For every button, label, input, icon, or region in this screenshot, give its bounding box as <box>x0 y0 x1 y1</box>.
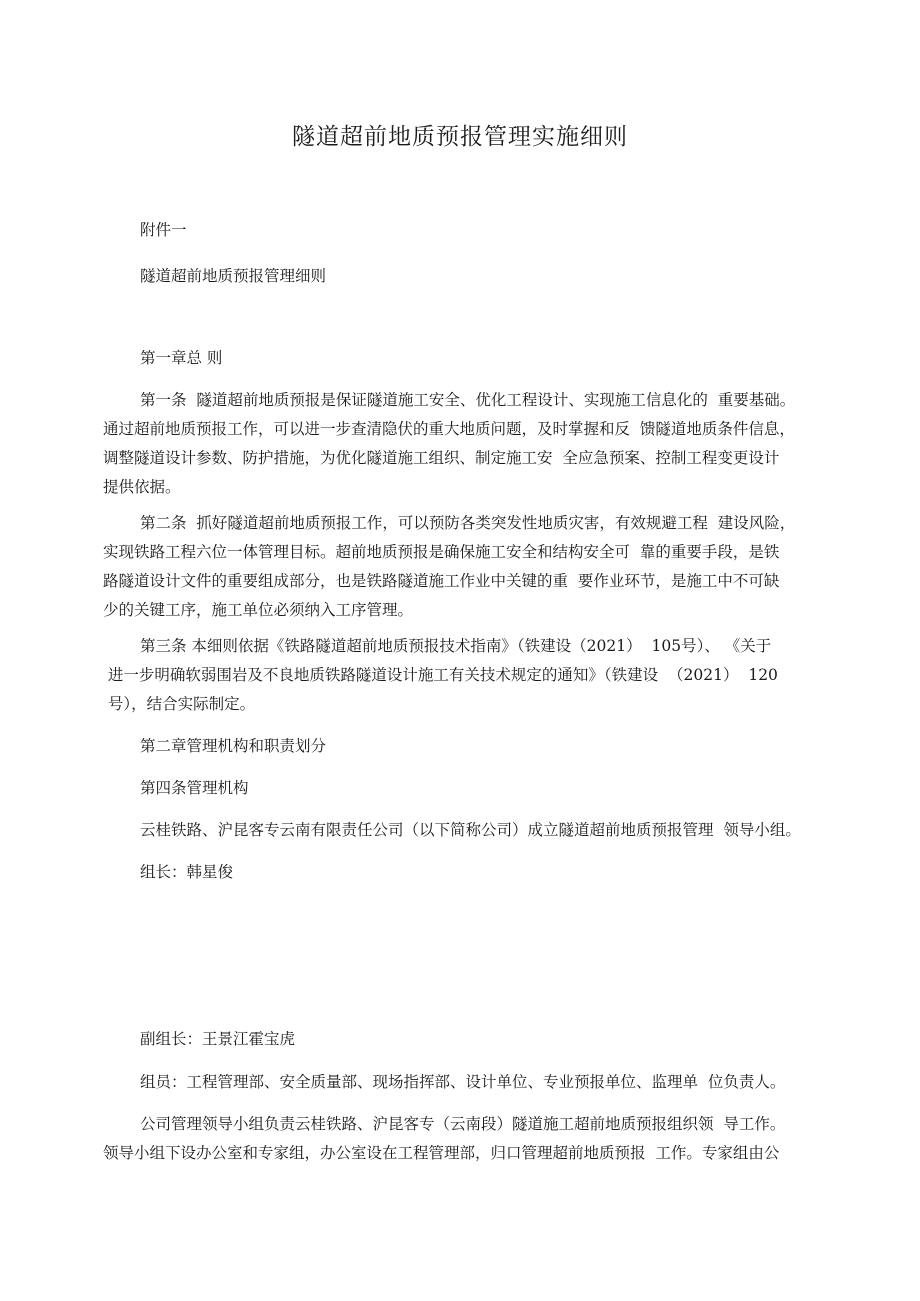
article-1-line-1: 第一条 隧道超前地质预报是保证隧道施工安全、优化工程设计、实现施工信息化的 重要基础。 <box>140 391 796 409</box>
group-duties-line-1: 公司管理领导小组负责云桂铁路、沪昆客专（云南段）隧道施工超前地质预报组织领 导工作。 <box>140 1115 786 1133</box>
article-3-line-1: 第三条 本细则依据《铁路隧道超前地质预报技术指南》（铁建设（2021） 105号）、 《关于 <box>140 637 772 655</box>
chapter-1-heading: 第一章总 则 <box>140 349 223 367</box>
document-subtitle: 隧道超前地质预报管理细则 <box>140 267 327 285</box>
article-4-heading: 第四条管理机构 <box>140 779 249 797</box>
group-leader: 组长：韩星俊 <box>140 863 234 881</box>
article-3 <box>103 632 838 719</box>
article-2-line-1: 第二条 抓好隧道超前地质预报工作，可以预防各类突发性地质灾害，有效规避工程 建设风险， <box>140 514 796 532</box>
article-3-line-3: 号），结合实际制定。 <box>103 695 256 713</box>
group-duties-line-2: 领导小组下设办公室和专家组，办公室设在工程管理部，归口管理超前地质预报 工作。专家组由公 <box>103 1144 780 1162</box>
article-2-line-3: 路隧道设计文件的重要组成部分，也是铁路隧道施工作业中关键的重 要作业环节，是施工中不可缺 <box>103 572 780 590</box>
article-1-line-3: 调整隧道设计参数、防护措施，为优化隧道施工组织、制定施工安 全应急预案、控制工程变更设计 <box>103 449 780 467</box>
attachment-label: 附件一 <box>140 221 187 239</box>
chapter-2-heading: 第二章管理机构和职责划分 <box>140 737 327 755</box>
article-1 <box>103 386 838 502</box>
deputy-leaders: 副组长：王景江霍宝虎 <box>140 1030 296 1048</box>
article-2-line-2: 实现铁路工程六位一体管理目标。超前地质预报是确保施工安全和结构安全可 靠的重要手段，是铁 <box>103 543 780 561</box>
document-title: 隧道超前地质预报管理实施细则 <box>292 124 628 150</box>
article-1-line-2: 通过超前地质预报工作，可以进一步查清隐伏的重大地质问题，及时掌握和反 馈隧道地质条件信息， <box>103 420 795 438</box>
article-2 <box>103 509 838 625</box>
group-members: 组员：工程管理部、安全质量部、现场指挥部、设计单位、专业预报单位、监理单 位负责人。 <box>140 1073 786 1091</box>
group-duties <box>103 1110 838 1168</box>
article-2-line-4: 少的关键工序，施工单位必须纳入工序管理。 <box>103 601 414 619</box>
article-3-line-2: 进一步明确软弱围岩及不良地质铁路隧道设计施工有关技术规定的通知》（铁建设 （2021） 120 <box>103 666 778 684</box>
article-1-line-4: 提供依据。 <box>103 478 181 496</box>
leading-group-description: 云桂铁路、沪昆客专云南有限责任公司（以下简称公司）成立隧道超前地质预报管理 领导小组。 <box>140 821 801 839</box>
